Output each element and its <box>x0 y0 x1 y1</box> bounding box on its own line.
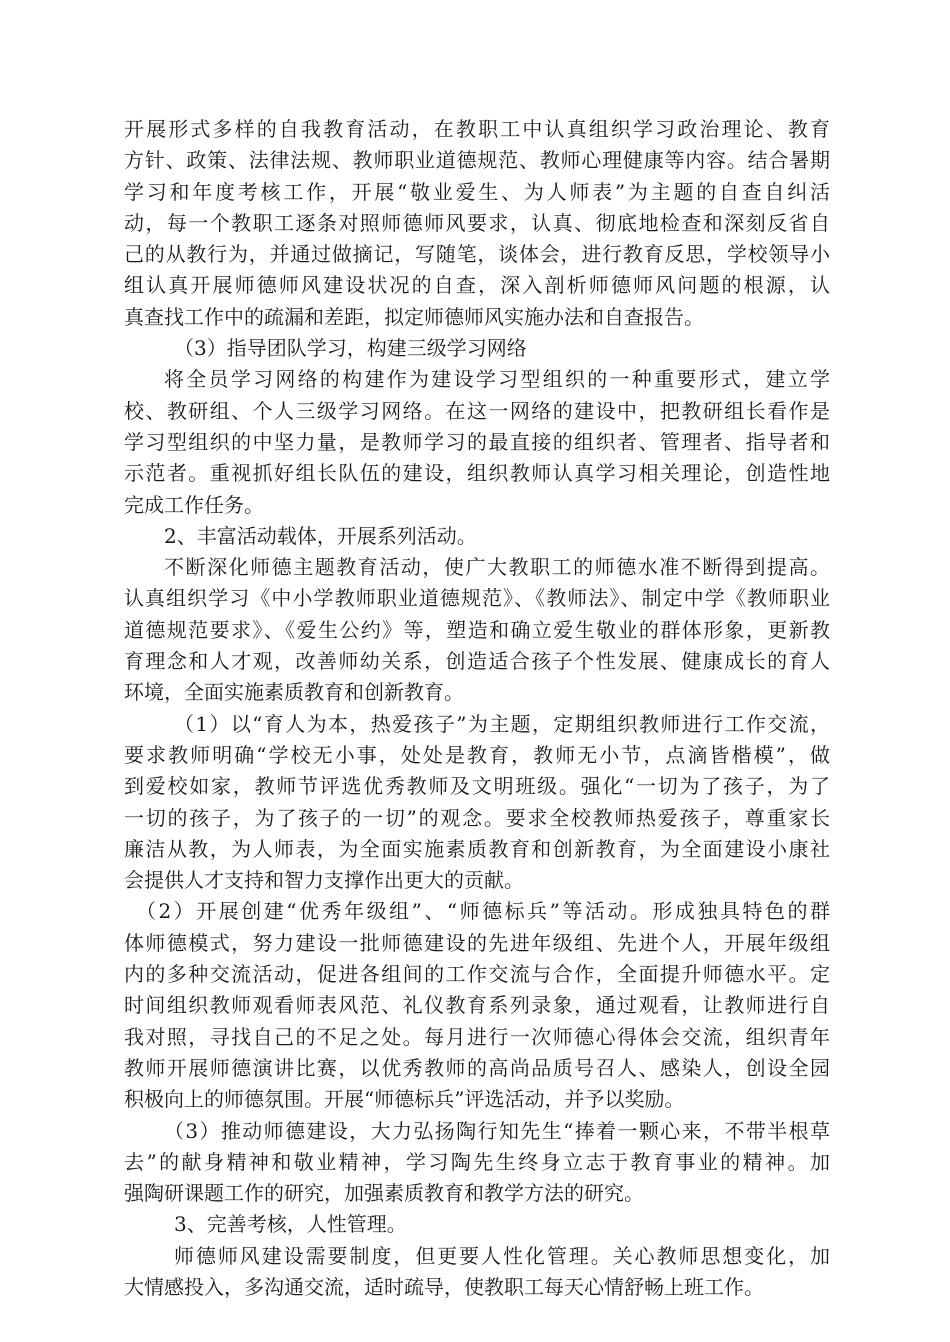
text-line: 3、完善考核，人性管理。 <box>174 1212 407 1237</box>
text-line: 会提供人才支持和智力支撑作出更大的贡献。 <box>124 868 524 893</box>
text-line: 一切的孩子，为了孩子的一切”的观念。要求全校教师热爱孩子，尊重家长 <box>124 805 830 830</box>
text-line: 不断深化师德主题教育活动，使广大教职工的师德水准不断得到提高。 <box>164 555 830 580</box>
text-line: 我对照，寻找自己的不足之处。每月进行一次师德心得体会交流，组织青年 <box>124 1024 830 1049</box>
paragraph-item-2 <box>124 896 830 1115</box>
text-line: 道德规范要求》、《爱生公约》等，塑造和确立爱生敬业的群体形象，更新教 <box>124 617 830 642</box>
text-line: 师德师风建设需要制度，但更要人性化管理。关心教师思想变化，加 <box>174 1243 830 1268</box>
paragraph-self-education <box>124 114 830 333</box>
text-line: 动，每一个教职工逐条对照师德师风要求，认真、彻底地检查和深刻反省自 <box>124 210 830 235</box>
text-line: 认真组织学习《中小学教师职业道德规范》、《教师法》、制定中学《教师职业 <box>124 586 830 611</box>
text-line: 己的从教行为，并通过做摘记，写随笔，谈体会，进行教育反思，学校领导小 <box>124 242 830 267</box>
text-line: 积极向上的师德氛围。开展“师德标兵”评选活动，并予以奖励。 <box>124 1087 685 1112</box>
text-line: 校、教研组、个人三级学习网络。在这一网络的建设中，把教研组长看作是 <box>124 398 830 423</box>
paragraph-ethics-education <box>124 552 830 708</box>
text-line: 强陶研课题工作的研究，加强素质教育和教学方法的研究。 <box>124 1181 644 1206</box>
text-line: 完成工作任务。 <box>124 492 264 517</box>
text-line: 组认真开展师德师风建设状况的自查，深入剖析师德师风问题的根源，认 <box>124 273 830 298</box>
text-line: 教师开展师德演讲比赛，以优秀教师的高尚品质号召人、感染人，创设全园 <box>124 1055 830 1080</box>
text-line: 到爱校如家，教师节评选优秀教师及文明班级。强化“一切为了孩子，为了 <box>124 774 830 799</box>
text-line: 环境，全面实施素质教育和创新教育。 <box>124 680 464 705</box>
text-line: 育理念和人才观，改善师幼关系，创造适合孩子个性发展、健康成长的育人 <box>124 649 830 674</box>
text-line: 廉洁从教，为人师表，为全面实施素质教育和创新教育，为全面建设小康社 <box>124 836 830 861</box>
text-line: 真查找工作中的疏漏和差距，拟定师德师风实施办法和自查报告。 <box>124 304 704 329</box>
section-heading-3 <box>124 1209 830 1240</box>
paragraph-learning-network <box>124 364 830 520</box>
text-line: 内的多种交流活动，促进各组间的工作交流与合作，全面提升师德水平。定 <box>124 962 830 987</box>
text-line: 学习型组织的中坚力量，是教师学习的最直接的组织者、管理者、指导者和 <box>124 429 830 454</box>
text-line: 将全员学习网络的构建作为建设学习型组织的一种重要形式，建立学 <box>164 367 830 392</box>
text-line: （1）以“育人为本，热爱孩子”为主题，定期组织教师进行工作交流， <box>174 711 830 736</box>
text-line: 开展形式多样的自我教育活动，在教职工中认真组织学习政治理论、教育 <box>124 117 830 141</box>
section-heading-2 <box>124 521 830 552</box>
text-line: （3）推动师德建设，大力弘扬陶行知先生“捧着一颗心来，不带半根草 <box>164 1118 830 1143</box>
text-line: 体师德模式，努力建设一批师德建设的先进年级组、先进个人，开展年级组 <box>124 930 830 955</box>
text-line: 要求教师明确“学校无小事，处处是教育，教师无小节，点滴皆楷模”，做 <box>124 742 830 767</box>
text-line: 大情感投入，多沟通交流，适时疏导，使教职工每天心情舒畅上班工作。 <box>124 1274 764 1299</box>
paragraph-item-3 <box>124 1116 830 1210</box>
text-line: （2）开展创建“优秀年级组”、“师德标兵”等活动。形成独具特色的群 <box>136 899 830 924</box>
document-body <box>124 114 830 1303</box>
paragraph-humane-management <box>124 1241 830 1304</box>
text-line: （3）指导团队学习，构建三级学习网络 <box>174 336 527 361</box>
text-line: 方针、政策、法律法规、教师职业道德规范、教师心理健康等内容。结合暑期 <box>124 148 830 173</box>
text-line: 2、丰富活动载体，开展系列活动。 <box>164 523 477 548</box>
subheading-team-learning <box>124 333 830 364</box>
text-line: 学习和年度考核工作，开展“敬业爱生、为人师表”为主题的自查自纠活 <box>124 179 830 204</box>
text-line: 时间组织教师观看师表风范、礼仪教育系列录象，通过观看，让教师进行自 <box>124 993 830 1018</box>
text-line: 去”的献身精神和敬业精神，学习陶先生终身立志于教育事业的精神。加 <box>124 1149 830 1174</box>
paragraph-item-1 <box>124 709 830 897</box>
text-line: 示范者。重视抓好组长队伍的建设，组织教师认真学习相关理论，创造性地 <box>124 461 830 486</box>
